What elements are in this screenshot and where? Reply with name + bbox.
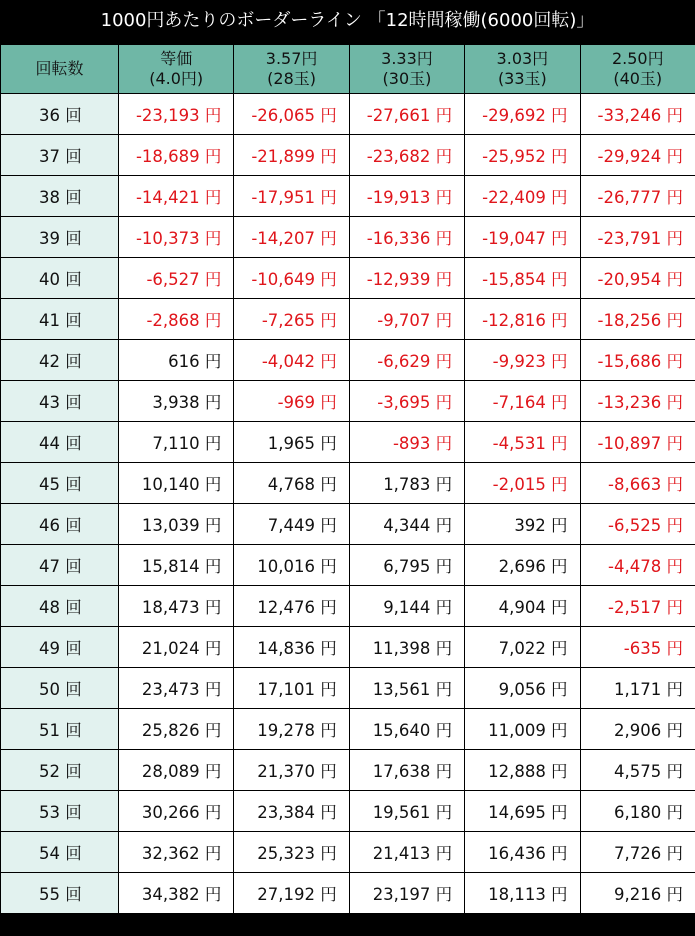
header-rate-column <box>234 45 349 94</box>
value-cell: -29,924 円 <box>580 135 695 176</box>
value-cell: -7,164 円 <box>465 381 580 422</box>
table-row <box>1 299 695 340</box>
value-cell: 25,323 円 <box>234 832 349 873</box>
value-cell: -10,649 円 <box>234 258 349 299</box>
value-cell: 19,561 円 <box>349 791 464 832</box>
value-cell: 21,370 円 <box>234 750 349 791</box>
value-cell: -17,951 円 <box>234 176 349 217</box>
table-row <box>1 94 695 135</box>
value-cell: 14,695 円 <box>465 791 580 832</box>
header-rate-name: 3.57円 <box>265 49 318 68</box>
value-cell: -23,791 円 <box>580 217 695 258</box>
spin-count-cell: 40 回 <box>1 258 119 299</box>
value-cell: -26,777 円 <box>580 176 695 217</box>
table-row <box>1 750 695 791</box>
value-cell: -18,256 円 <box>580 299 695 340</box>
value-cell: 9,056 円 <box>465 668 580 709</box>
table-row <box>1 586 695 627</box>
header-rate-detail: (33玉) <box>497 69 547 88</box>
value-cell: 18,113 円 <box>465 873 580 914</box>
value-cell: -25,952 円 <box>465 135 580 176</box>
value-cell: 7,449 円 <box>234 504 349 545</box>
spin-count-cell: 39 回 <box>1 217 119 258</box>
value-cell: -3,695 円 <box>349 381 464 422</box>
value-cell: 1,171 円 <box>580 668 695 709</box>
value-cell: 11,398 円 <box>349 627 464 668</box>
value-cell: -9,923 円 <box>465 340 580 381</box>
value-cell: 34,382 円 <box>119 873 234 914</box>
value-cell: -27,661 円 <box>349 94 464 135</box>
value-cell: -12,816 円 <box>465 299 580 340</box>
spin-count-cell: 36 回 <box>1 94 119 135</box>
spin-count-cell: 41 回 <box>1 299 119 340</box>
value-cell: -26,065 円 <box>234 94 349 135</box>
header-spin-count: 回転数 <box>1 45 119 94</box>
table-row <box>1 176 695 217</box>
spin-count-cell: 44 回 <box>1 422 119 463</box>
spin-count-cell: 47 回 <box>1 545 119 586</box>
value-cell: 23,473 円 <box>119 668 234 709</box>
spin-count-cell: 42 回 <box>1 340 119 381</box>
value-cell: 15,814 円 <box>119 545 234 586</box>
value-cell: 13,561 円 <box>349 668 464 709</box>
value-cell: 16,436 円 <box>465 832 580 873</box>
value-cell: 616 円 <box>119 340 234 381</box>
spin-count-cell: 53 回 <box>1 791 119 832</box>
value-cell: -21,899 円 <box>234 135 349 176</box>
table-row <box>1 832 695 873</box>
value-cell: -19,047 円 <box>465 217 580 258</box>
header-row <box>1 45 695 94</box>
value-cell: 6,180 円 <box>580 791 695 832</box>
table-row <box>1 135 695 176</box>
value-cell: -2,517 円 <box>580 586 695 627</box>
spin-count-cell: 50 回 <box>1 668 119 709</box>
value-cell: 27,192 円 <box>234 873 349 914</box>
header-rate-column <box>119 45 234 94</box>
value-cell: 7,726 円 <box>580 832 695 873</box>
value-cell: 2,906 円 <box>580 709 695 750</box>
value-cell: -893 円 <box>349 422 464 463</box>
value-cell: -7,265 円 <box>234 299 349 340</box>
value-cell: -12,939 円 <box>349 258 464 299</box>
table-row <box>1 463 695 504</box>
value-cell: 4,904 円 <box>465 586 580 627</box>
value-cell: -635 円 <box>580 627 695 668</box>
header-rate-name: 3.33円 <box>381 49 433 68</box>
value-cell: 3,938 円 <box>119 381 234 422</box>
value-cell: -19,913 円 <box>349 176 464 217</box>
spin-count-cell: 43 回 <box>1 381 119 422</box>
value-cell: -18,689 円 <box>119 135 234 176</box>
value-cell: -23,193 円 <box>119 94 234 135</box>
value-cell: 21,024 円 <box>119 627 234 668</box>
value-cell: -4,042 円 <box>234 340 349 381</box>
value-cell: -14,421 円 <box>119 176 234 217</box>
value-cell: 10,016 円 <box>234 545 349 586</box>
value-cell: -14,207 円 <box>234 217 349 258</box>
value-cell: 7,110 円 <box>119 422 234 463</box>
value-cell: 2,696 円 <box>465 545 580 586</box>
value-cell: 30,266 円 <box>119 791 234 832</box>
value-cell: 12,476 円 <box>234 586 349 627</box>
value-cell: 1,965 円 <box>234 422 349 463</box>
table-title: 1000円あたりのボーダーライン 「12時間稼働(6000回転)」 <box>0 0 695 44</box>
header-rate-name: 等価 <box>160 49 193 68</box>
value-cell: 17,638 円 <box>349 750 464 791</box>
value-cell: -15,686 円 <box>580 340 695 381</box>
value-cell: 21,413 円 <box>349 832 464 873</box>
value-cell: 25,826 円 <box>119 709 234 750</box>
value-cell: 7,022 円 <box>465 627 580 668</box>
value-cell: -10,897 円 <box>580 422 695 463</box>
spin-count-cell: 45 回 <box>1 463 119 504</box>
spin-count-cell: 54 回 <box>1 832 119 873</box>
spin-count-cell: 38 回 <box>1 176 119 217</box>
table-row <box>1 422 695 463</box>
header-rate-column <box>465 45 580 94</box>
value-cell: -16,336 円 <box>349 217 464 258</box>
value-cell: -4,531 円 <box>465 422 580 463</box>
table-row <box>1 627 695 668</box>
value-cell: 15,640 円 <box>349 709 464 750</box>
value-cell: 23,384 円 <box>234 791 349 832</box>
border-line-table <box>0 44 695 914</box>
value-cell: 10,140 円 <box>119 463 234 504</box>
table-body <box>1 94 695 914</box>
value-cell: -9,707 円 <box>349 299 464 340</box>
value-cell: -10,373 円 <box>119 217 234 258</box>
spin-count-cell: 37 回 <box>1 135 119 176</box>
value-cell: 17,101 円 <box>234 668 349 709</box>
header-rate-name: 2.50円 <box>611 49 664 68</box>
value-cell: 14,836 円 <box>234 627 349 668</box>
table-row <box>1 258 695 299</box>
value-cell: 13,039 円 <box>119 504 234 545</box>
header-rate-detail: (40玉) <box>613 69 663 88</box>
value-cell: 23,197 円 <box>349 873 464 914</box>
spin-count-cell: 52 回 <box>1 750 119 791</box>
value-cell: 28,089 円 <box>119 750 234 791</box>
table-row <box>1 791 695 832</box>
table-row <box>1 668 695 709</box>
value-cell: 4,575 円 <box>580 750 695 791</box>
spin-count-cell: 55 回 <box>1 873 119 914</box>
table-row <box>1 217 695 258</box>
header-rate-detail: (30玉) <box>382 69 432 88</box>
table-row <box>1 504 695 545</box>
value-cell: -969 円 <box>234 381 349 422</box>
header-rate-name: 3.03円 <box>496 49 549 68</box>
value-cell: 19,278 円 <box>234 709 349 750</box>
value-cell: -2,015 円 <box>465 463 580 504</box>
table-row <box>1 545 695 586</box>
value-cell: -15,854 円 <box>465 258 580 299</box>
value-cell: -8,663 円 <box>580 463 695 504</box>
header-rate-detail: (28玉) <box>267 69 317 88</box>
value-cell: -29,692 円 <box>465 94 580 135</box>
value-cell: 1,783 円 <box>349 463 464 504</box>
table-row <box>1 340 695 381</box>
value-cell: -22,409 円 <box>465 176 580 217</box>
table-row <box>1 709 695 750</box>
value-cell: 4,768 円 <box>234 463 349 504</box>
spin-count-cell: 48 回 <box>1 586 119 627</box>
value-cell: 9,144 円 <box>349 586 464 627</box>
value-cell: -6,525 円 <box>580 504 695 545</box>
header-rate-detail: (4.0円) <box>149 69 204 88</box>
value-cell: -4,478 円 <box>580 545 695 586</box>
value-cell: -6,629 円 <box>349 340 464 381</box>
value-cell: -2,868 円 <box>119 299 234 340</box>
value-cell: -33,246 円 <box>580 94 695 135</box>
header-rate-column <box>580 45 695 94</box>
value-cell: 11,009 円 <box>465 709 580 750</box>
value-cell: 18,473 円 <box>119 586 234 627</box>
value-cell: -13,236 円 <box>580 381 695 422</box>
value-cell: -20,954 円 <box>580 258 695 299</box>
table-row <box>1 873 695 914</box>
value-cell: 4,344 円 <box>349 504 464 545</box>
header-rate-column <box>349 45 464 94</box>
table-row <box>1 381 695 422</box>
value-cell: -6,527 円 <box>119 258 234 299</box>
value-cell: 9,216 円 <box>580 873 695 914</box>
value-cell: -23,682 円 <box>349 135 464 176</box>
spin-count-cell: 49 回 <box>1 627 119 668</box>
value-cell: 32,362 円 <box>119 832 234 873</box>
value-cell: 392 円 <box>465 504 580 545</box>
spin-count-cell: 51 回 <box>1 709 119 750</box>
value-cell: 12,888 円 <box>465 750 580 791</box>
spin-count-cell: 46 回 <box>1 504 119 545</box>
value-cell: 6,795 円 <box>349 545 464 586</box>
